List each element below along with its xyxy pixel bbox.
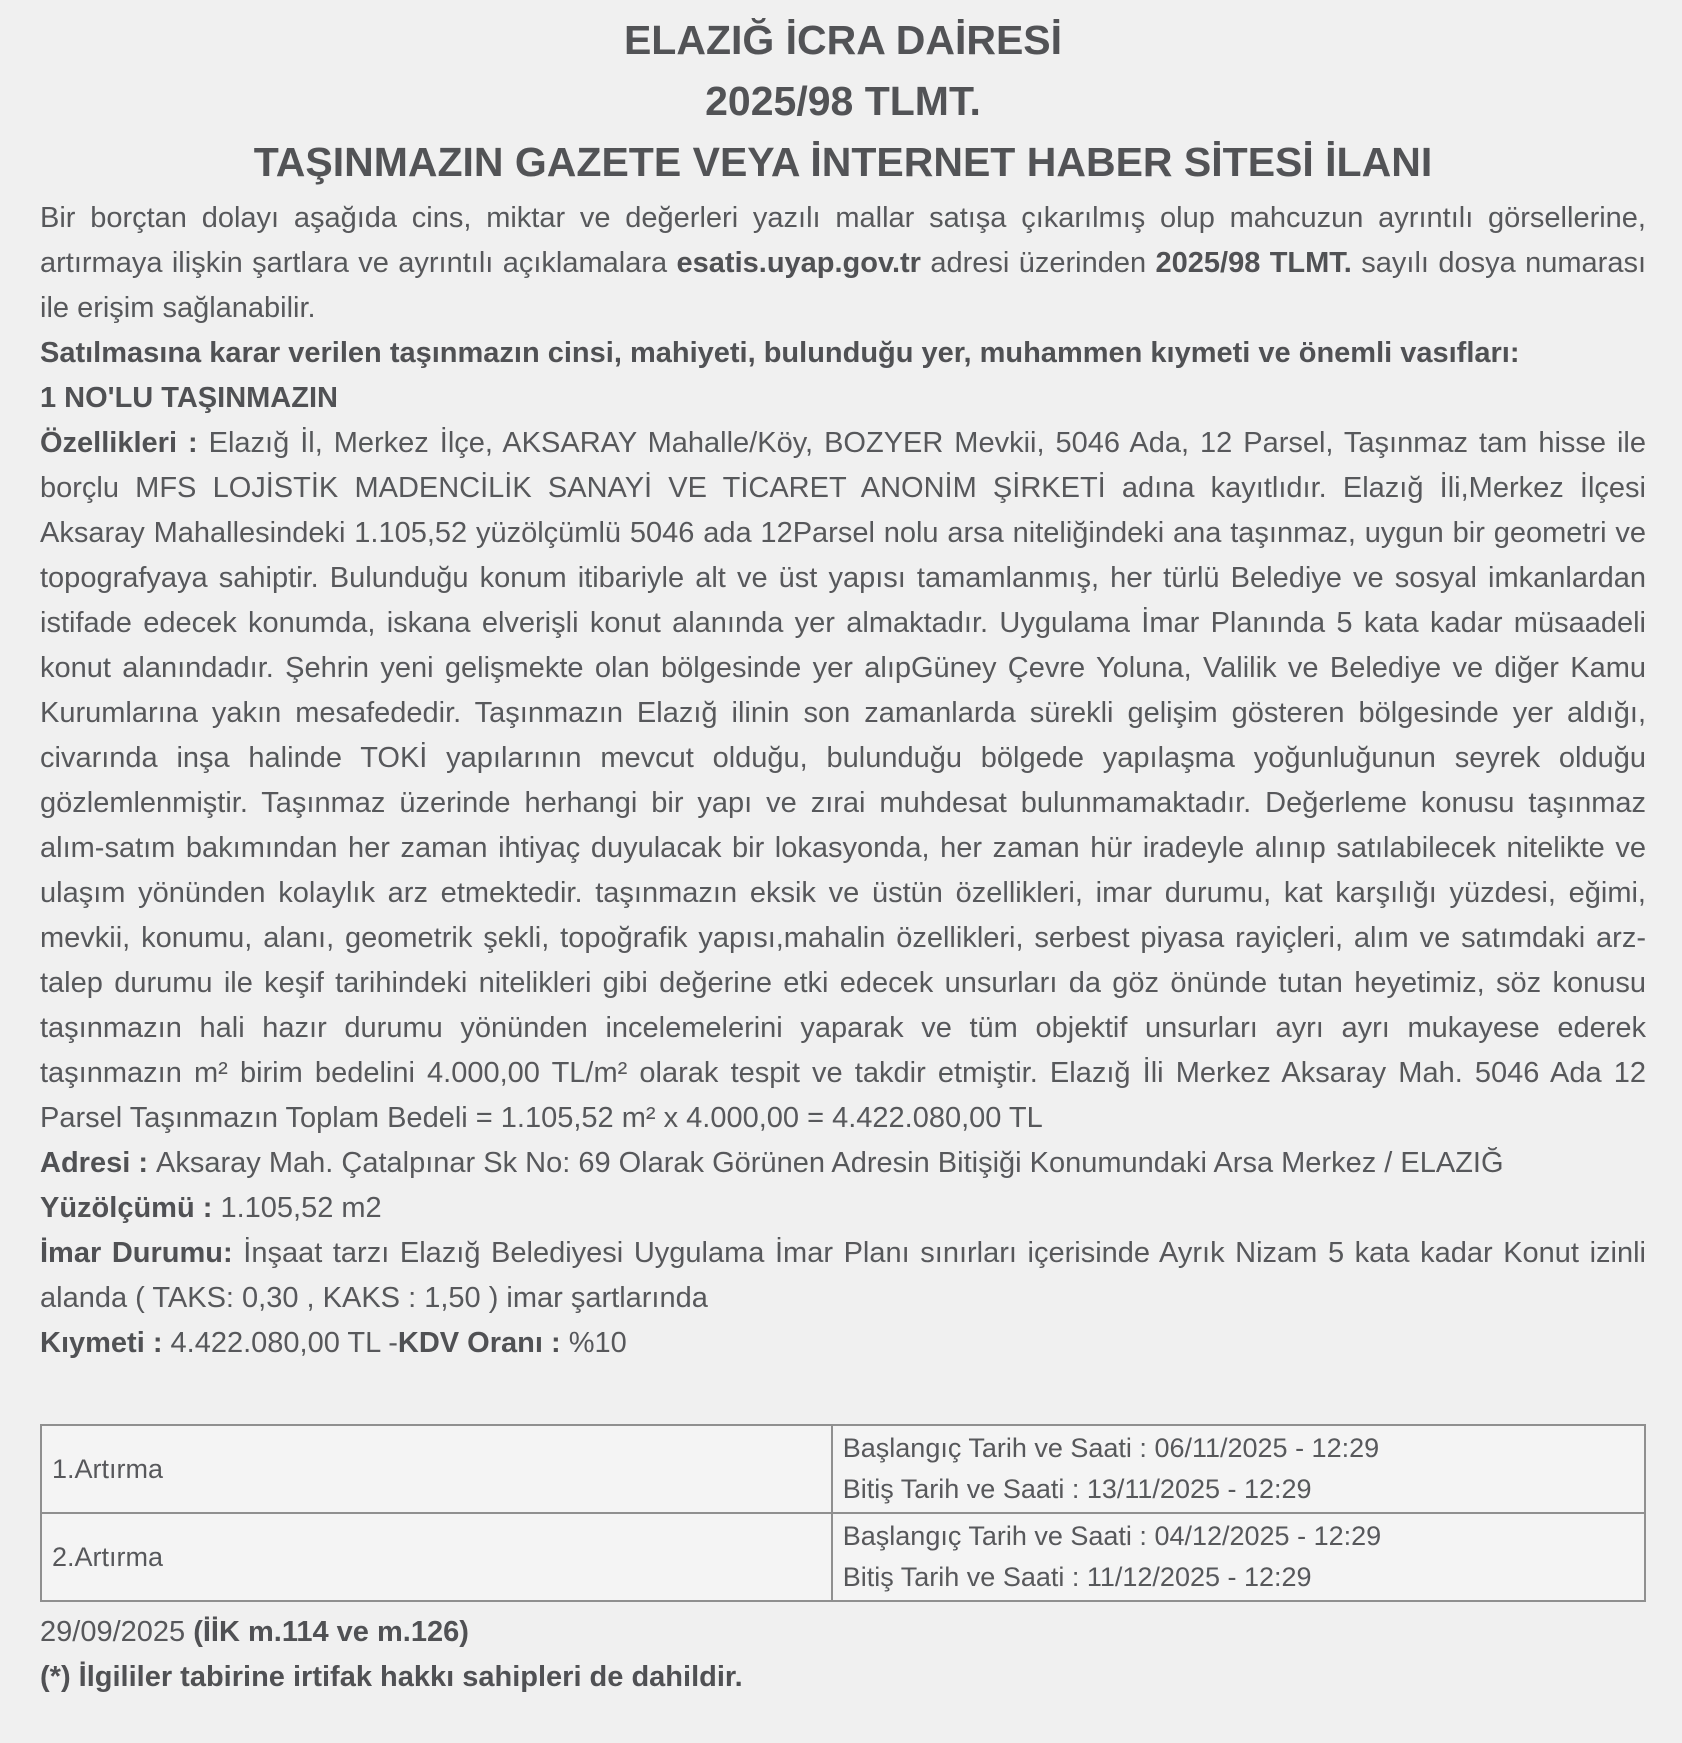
auction-2-dates-cell [832,1513,1645,1601]
features-label: Özellikleri : [40,427,209,459]
auction-2-name-cell: 2.Artırma [41,1513,832,1601]
features-paragraph [40,421,1646,1141]
notice-title: TAŞINMAZIN GAZETE VEYA İNTERNET HABER SİTESİ İLANI [253,139,1433,185]
footer-law-reference: (İİK m.114 ve m.126) [193,1616,469,1648]
intro-text-3: sayılı dosya numarası ile erişim sağlanabilir. [40,247,1647,324]
zoning-value: İnşaat tarzı Elazığ Belediyesi Uygulama İmar Planı sınırları içerisinde Ayrık Nizam 5 kata kadar Konut izinli alanda ( TAKS: 0,30 , KAKS : 1,50 ) imar şartlarında [40,1237,1646,1314]
footer-date: 29/09/2025 [40,1616,194,1648]
area-label: Yüzölçümü : [40,1192,221,1224]
auction-1-dates-cell [832,1425,1645,1513]
intro-text-2: adresi üzerinden [920,247,1156,279]
features-text: Elazığ İl, Merkez İlçe, AKSARAY Mahalle/Köy, BOZYER Mevkii, 5046 Ada, 12 Parsel, Taşınmaz tam hisse ile borçlu MFS LOJİSTİK MADENCİLİK SANAYİ VE TİCARET ANONİM ŞİRKETİ adına kayıtlıdır. Elazığ İli,Merkez İlçesi Aksaray Mahallesindeki 1.105,52 yüzölçümlü 5046 ada 12Parsel nolu arsa niteliğindeki ana taşınmaz, uygun bir geometri ve topografyaya sahiptir. Bulunduğu konum itibariyle alt ve üst yapısı tamamlanmış, her türlü Belediye ve sosyal imkanlardan istifade edecek konumda, iskana elverişli konut alanında yer almaktadır. Uygulama İmar Planında 5 kata kadar müsaadeli konut alanındadır. Şehrin yeni gelişmekte olan bölgesinde yer alıpGüney Çevre Yoluna, Valilik ve Belediye ve diğer Kamu Kurumlarına yakın mesafededir. Taşınmazın Elazığ ilinin son zamanlarda sürekli gelişim gösteren bölgesinde yer aldığı, civarında inşa halinde TOKİ yapılarının mevcut olduğu, bulunduğu bölgede yapılaşma yoğunluğunun seyrek olduğu gözlemlenmiştir. Taşınmaz üzerinde herhangi bir yapı ve zırai muhdesat bulunmamaktadır. Değerleme konusu taşınmaz alım-satım bakımından her zaman ihtiyaç duyulacak bir lokasyonda, her zaman hür iradeyle alınıp satılabilecek nitelikte ve ulaşım yönünden kolaylık arz etmektedir. taşınmazın eksik ve üstün özellikleri, imar durumu, kat karşılığı yüzdesi, eğimi, mevkii, konumu, alanı, geometrik şekli, topoğrafik yapısı,mahalin özellikleri, serbest piyasa rayiçleri, alım ve satımdaki arz-talep durumu ile keşif tarihindeki nitelikleri gibi değerine etki edecek unsurları da göz önünde tutan heyetimiz, söz konusu taşınmazın hali hazır durumu yönünden incelemelerini yaparak ve tüm objektif unsurları ayrı ayrı mukayese ederek taşınmazın m² birim bedelini 4.000,00 TL/m² olarak tespit ve takdir etmiştir. Elazığ İli Merkez Aksaray Mah. 5046 Ada 12 Parsel Taşınmazın Toplam Bedeli = 1.105,52 m² x 4.000,00 = 4.422.080,00 TL [40,427,1646,1134]
zoning-line [40,1231,1646,1321]
auction-1-end: Bitiş Tarih ve Saati : 13/11/2025 - 12:29 [842,1474,1312,1504]
office-title: ELAZIĞ İCRA DAİRESİ [623,17,1063,63]
address-value: Aksaray Mah. Çatalpınar Sk No: 69 Olarak Görünen Adresin Bitişiği Konumundaki Arsa Merkez / ELAZIĞ [156,1147,1504,1179]
auction-schedule-table [40,1424,1646,1602]
area-value: 1.105,52 m2 [220,1192,382,1224]
file-number-title: 2025/98 TLMT. [705,78,981,124]
table-row-first-auction [41,1425,1645,1513]
section-heading: Satılmasına karar verilen taşınmazın cinsi, mahiyeti, bulunduğu yer, muhammen kıymeti ve önemli vasıfları: [40,337,1520,369]
table-row-second-auction [41,1513,1645,1601]
esatis-site-text: esatis.uyap.gov.tr [676,247,921,279]
valuation-line [40,1321,1646,1366]
kdv-value: %10 [568,1327,627,1359]
zoning-label: İmar Durumu: [40,1237,233,1269]
intro-paragraph [40,196,1646,331]
address-line [40,1141,1646,1186]
kdv-label: KDV Oranı : [397,1327,569,1359]
auction-2-start: Başlangıç Tarih ve Saati : 04/12/2025 - 12:29 [842,1521,1382,1551]
auction-1-start: Başlangıç Tarih ve Saati : 06/11/2025 - 12:29 [842,1433,1380,1463]
valuation-label: Kıymeti : [40,1327,171,1359]
auction-1-name-cell: 1.Artırma [41,1425,832,1513]
auction-2-end: Bitiş Tarih ve Saati : 11/12/2025 - 12:29 [842,1562,1312,1592]
intro-text-1: Bir borçtan dolayı aşağıda cins, miktar ve değerleri yazılı mallar satışa çıkarılmış olup mahcuzun ayrıntılı görsellerine, artırmaya ilişkin şartlara ve ayrıntılı açıklamalara [40,202,1646,279]
footer-note: (*) İlgililer tabirine irtifak hakkı sahipleri de dahildir. [40,1661,743,1693]
property-number-heading: 1 NO'LU TAŞINMAZIN [40,382,338,414]
area-line [40,1186,1646,1231]
intro-file-number: 2025/98 TLMT. [1155,247,1352,279]
footer-date-line [40,1610,1646,1655]
valuation-amount: 4.422.080,00 TL - [170,1327,398,1359]
address-label: Adresi : [40,1147,157,1179]
